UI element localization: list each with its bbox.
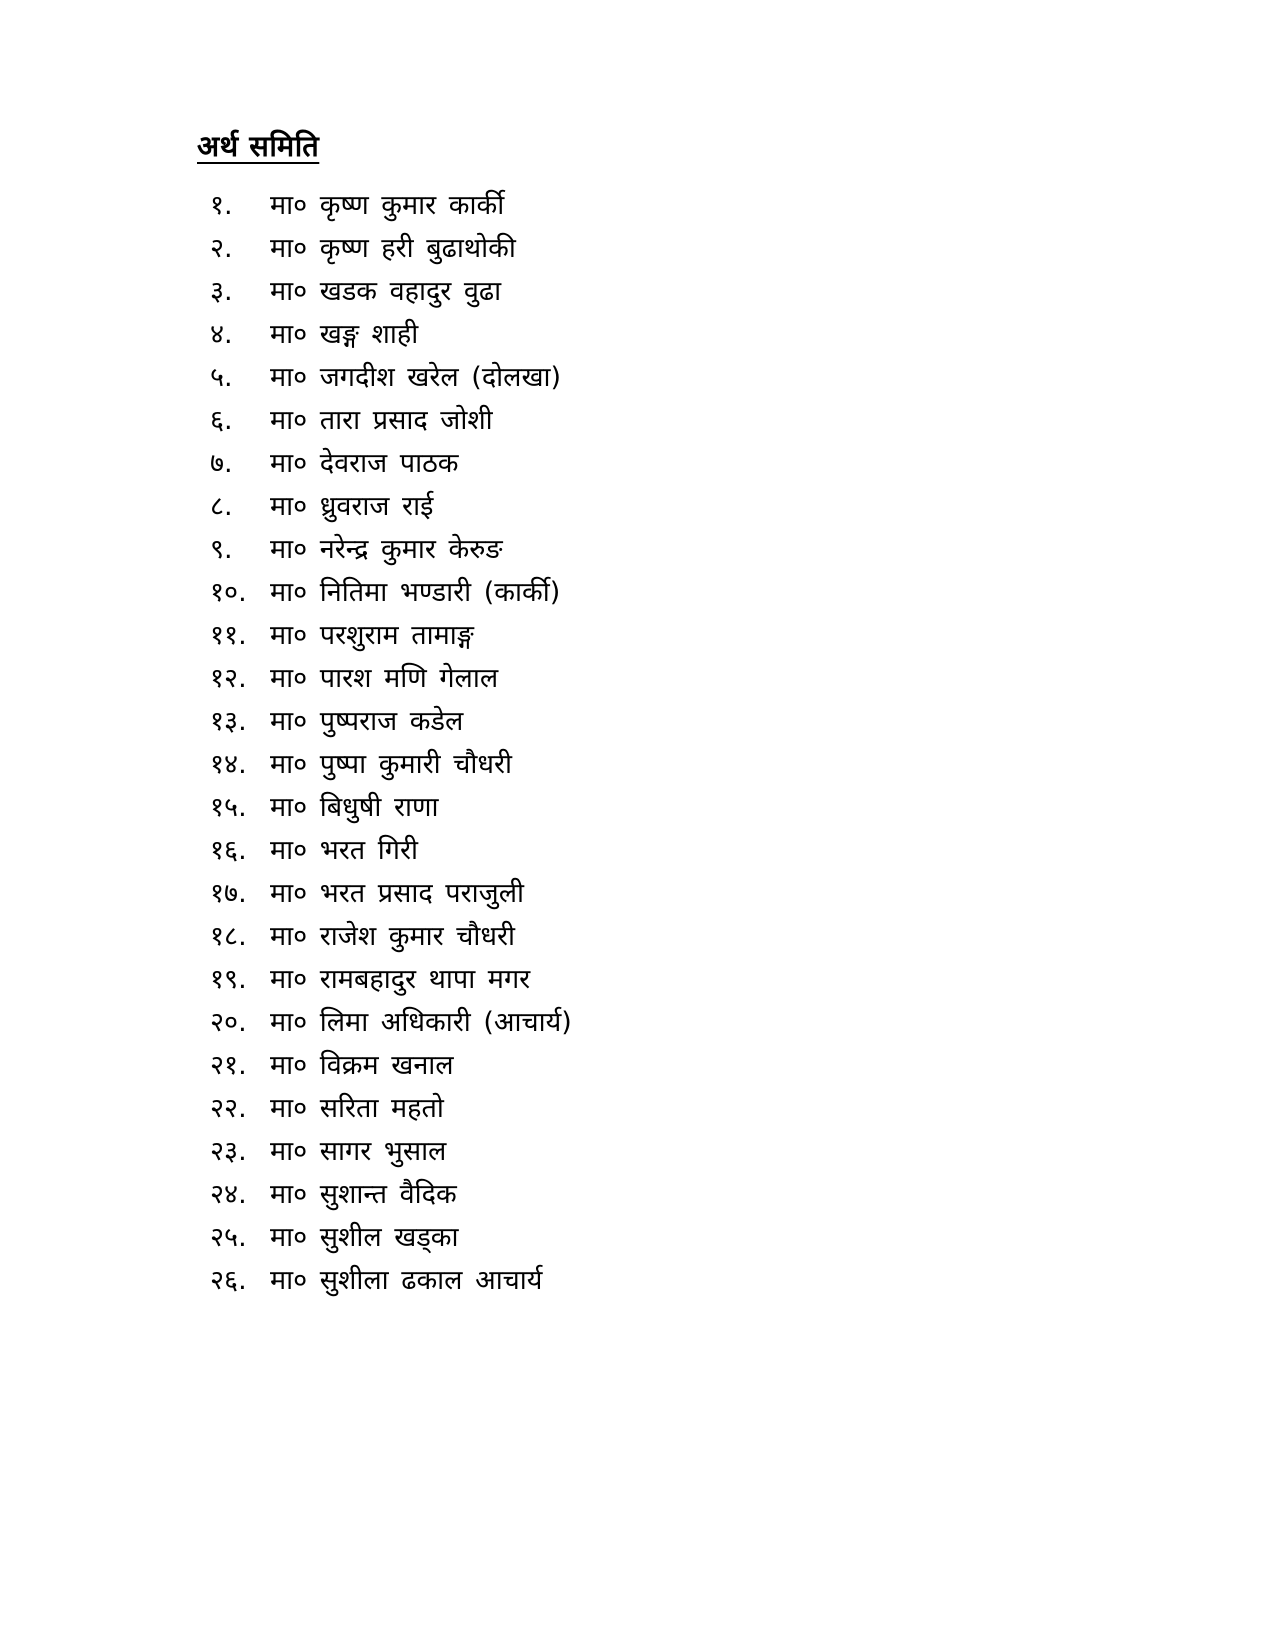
list-item xyxy=(210,227,830,270)
list-item xyxy=(210,1173,830,1216)
item-number: १३. xyxy=(210,706,247,737)
item-name: मा० कृष्ण कुमार कार्की xyxy=(270,190,505,221)
item-name: मा० सुशीला ढकाल आचार्य xyxy=(270,1265,543,1296)
list-item xyxy=(210,485,830,528)
list-item xyxy=(210,657,830,700)
list-item xyxy=(210,1216,830,1259)
list-item xyxy=(210,399,830,442)
item-number: ६. xyxy=(210,405,233,436)
item-name: मा० सरिता महतो xyxy=(270,1093,444,1124)
item-name: मा० खडक वहादुर वुढा xyxy=(270,276,502,307)
list-item xyxy=(210,872,830,915)
list-item xyxy=(210,1001,830,1044)
item-name: मा० नितिमा भण्डारी (कार्की) xyxy=(270,577,561,608)
item-number: १४. xyxy=(210,749,247,780)
item-number: २६. xyxy=(210,1265,247,1296)
list-item xyxy=(210,1087,830,1130)
member-list xyxy=(210,184,830,1302)
list-item xyxy=(210,958,830,1001)
item-name: मा० नरेन्द्र कुमार केरुङ xyxy=(270,534,503,565)
item-name: मा० जगदीश खरेल (दोलखा) xyxy=(270,362,562,393)
item-name: मा० भरत गिरी xyxy=(270,835,418,866)
item-name: मा० सुशान्त वैदिक xyxy=(270,1179,457,1210)
item-name: मा० पुष्पराज कडेल xyxy=(270,706,464,737)
list-item xyxy=(210,614,830,657)
list-item xyxy=(210,313,830,356)
item-number: ३. xyxy=(210,276,233,307)
item-number: ४. xyxy=(210,319,233,350)
item-number: २१. xyxy=(210,1050,247,1081)
item-name: मा० देवराज पाठक xyxy=(270,448,459,479)
item-name: मा० भरत प्रसाद पराजुली xyxy=(270,878,524,909)
item-name: मा० कृष्ण हरी बुढाथोकी xyxy=(270,233,516,264)
item-number: ७. xyxy=(210,448,233,479)
list-item xyxy=(210,356,830,399)
list-item xyxy=(210,1130,830,1173)
item-name: मा० लिमा अधिकारी (आचार्य) xyxy=(270,1007,572,1038)
item-name: मा० पुष्पा कुमारी चौधरी xyxy=(270,749,512,780)
item-number: १२. xyxy=(210,663,247,694)
item-name: मा० बिधुषी राणा xyxy=(270,792,439,823)
item-number: २४. xyxy=(210,1179,247,1210)
item-number: १. xyxy=(210,190,233,221)
item-number: २५. xyxy=(210,1222,247,1253)
item-number: २०. xyxy=(210,1007,247,1038)
list-item xyxy=(210,270,830,313)
item-number: २. xyxy=(210,233,233,264)
item-name: मा० रामबहादुर थापा मगर xyxy=(270,964,531,995)
item-number: १५. xyxy=(210,792,247,823)
page-title: अर्थ समिति xyxy=(197,129,320,163)
list-item xyxy=(210,743,830,786)
item-number: २२. xyxy=(210,1093,247,1124)
list-item xyxy=(210,915,830,958)
item-name: मा० विक्रम खनाल xyxy=(270,1050,454,1081)
item-number: २३. xyxy=(210,1136,247,1167)
list-item xyxy=(210,786,830,829)
item-number: ८. xyxy=(210,491,233,522)
list-item xyxy=(210,700,830,743)
list-item xyxy=(210,442,830,485)
item-number: ९. xyxy=(210,534,233,565)
item-number: १७. xyxy=(210,878,247,909)
item-number: १६. xyxy=(210,835,247,866)
item-number: १०. xyxy=(210,577,247,608)
list-item xyxy=(210,1044,830,1087)
list-item xyxy=(210,829,830,872)
item-name: मा० सागर भुसाल xyxy=(270,1136,447,1167)
list-item xyxy=(210,528,830,571)
item-name: मा० परशुराम तामाङ्ग xyxy=(270,620,474,651)
list-item xyxy=(210,1259,830,1302)
item-name: मा० राजेश कुमार चौधरी xyxy=(270,921,516,952)
item-name: मा० पारश मणि गेलाल xyxy=(270,663,499,694)
list-item xyxy=(210,184,830,227)
item-name: मा० ध्रुवराज राई xyxy=(270,491,434,522)
list-item xyxy=(210,571,830,614)
item-number: १९. xyxy=(210,964,247,995)
item-number: ५. xyxy=(210,362,233,393)
item-name: मा० सुशील खड्का xyxy=(270,1222,459,1253)
item-name: मा० खङ्ग शाही xyxy=(270,319,419,350)
item-number: १८. xyxy=(210,921,247,952)
item-number: ११. xyxy=(210,620,247,651)
item-name: मा० तारा प्रसाद जोशी xyxy=(270,405,493,436)
